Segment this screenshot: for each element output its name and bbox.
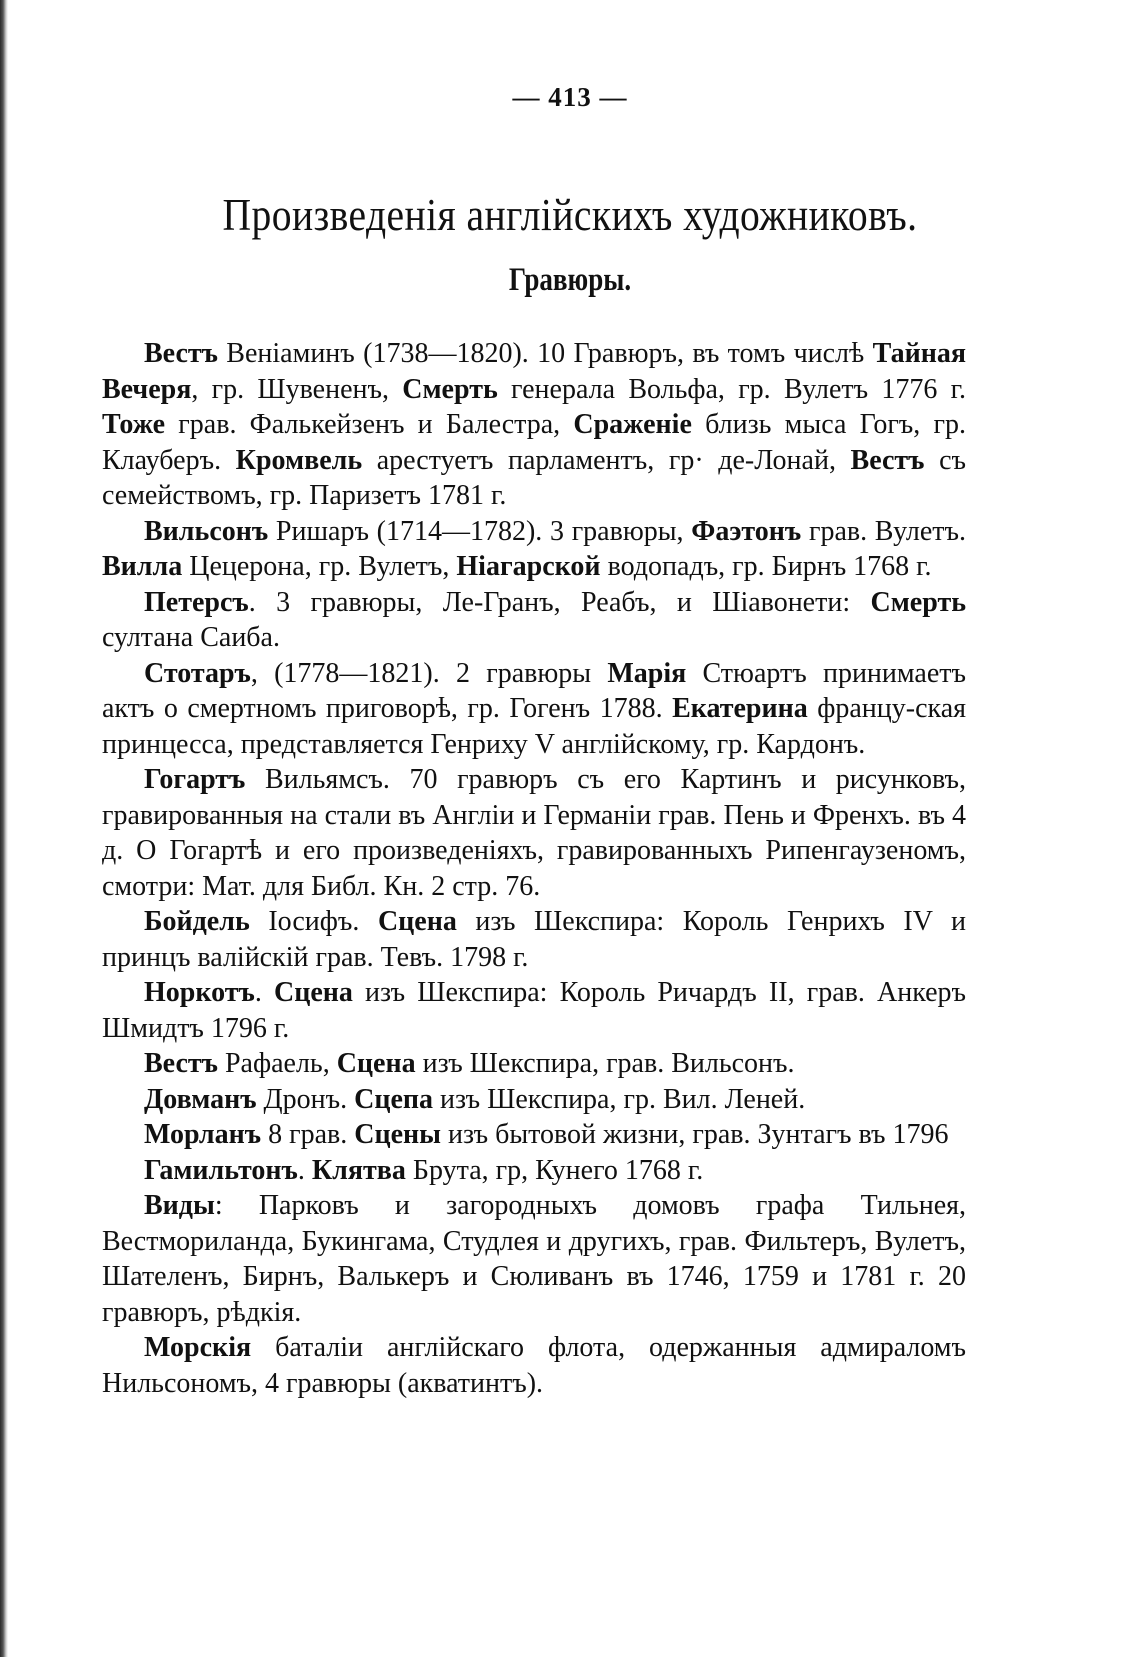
entry-text: Дронъ.	[256, 1083, 355, 1115]
artist-name: Виды	[144, 1190, 215, 1221]
entry-text: арестуетъ парламентъ, гр· де-Лонай,	[362, 444, 851, 476]
entry-text: султана Саиба.	[102, 622, 280, 653]
entry-text: : Парковъ и загородныхъ домовъ графа Тильнея, Вестмориланда, Букингама, Студлея и другихъ, грав. Фильтеръ, Вулетъ, Шателенъ, Бирнъ, Валькеръ и Сюливанъ въ 1746, 1759 и 1781 г. 20 гравюръ, рѣдкія.	[102, 1190, 966, 1328]
artist-name: Норкотъ	[144, 977, 255, 1008]
work-title: Марія	[607, 657, 687, 689]
catalogue-entry	[102, 762, 966, 904]
catalogue-entry	[102, 585, 966, 656]
artist-name: Вестъ	[144, 338, 218, 369]
catalogue-entry	[102, 1117, 966, 1153]
artist-name: Вестъ	[144, 1048, 218, 1079]
artist-name: Морскія	[144, 1332, 252, 1363]
entry-text: баталіи англійскаго флота, одержанныя адмираломъ Нильсономъ, 4 гравюры (акватинтъ).	[102, 1332, 966, 1399]
work-title: Сцена	[273, 977, 353, 1008]
entry-text: изъ Шекспира, грав. Вильсонъ.	[415, 1048, 795, 1079]
work-title: Сцена	[377, 906, 457, 937]
catalogue-entry	[102, 975, 966, 1046]
work-title: Сраженіе	[573, 409, 692, 440]
work-title: Кромвель	[235, 444, 363, 476]
entry-text: Веніаминъ (1738—1820). 10 Гравюръ, въ томъ числѣ	[217, 338, 873, 369]
work-title: Сцена	[336, 1048, 416, 1079]
entry-text: Рафаель,	[217, 1048, 337, 1079]
section-heading: Гравюры.	[508, 262, 632, 298]
catalogue-entry	[102, 514, 966, 585]
work-title: Сцены	[354, 1119, 442, 1150]
entry-text: водопадъ, гр. Бирнъ 1768 г.	[600, 551, 932, 582]
catalogue-entry	[102, 656, 966, 763]
catalogue-entry	[102, 1153, 966, 1189]
entry-text: , (1778—1821). 2 гравюры	[250, 657, 608, 689]
entry-text: Стюартъ принимаетъ актъ о смертномъ приговорѣ, гр. Гогенъ 1788.	[102, 657, 966, 724]
entry-text: 8 грав.	[261, 1119, 355, 1150]
entry-text: .	[297, 1154, 312, 1186]
artist-name: Довманъ	[144, 1083, 257, 1115]
entry-text: грав. Вулетъ.	[801, 515, 966, 547]
entry-text: Брута, гр, Кунего 1768 г.	[405, 1154, 704, 1186]
page-title: Произведенія англійскихъ художниковъ.	[222, 189, 918, 240]
artist-name: Гамильтонъ	[144, 1154, 298, 1186]
entries-list	[102, 336, 966, 1401]
entry-text: Цецерона, гр. Вулетъ,	[182, 551, 457, 582]
artist-name: Бойдель	[144, 906, 250, 937]
artist-name: Стотаръ	[144, 657, 251, 689]
entry-text: . 3 гравюры, Ле-Гранъ, Реабъ, и Шіавонети:	[248, 586, 871, 618]
catalogue-entry	[102, 1330, 966, 1401]
work-title: Смерть	[870, 586, 966, 618]
entry-text: съ семействомъ, гр. Паризетъ 1781 г.	[102, 444, 967, 511]
entry-text: изъ Шекспира: Король Генрихъ IV и принцъ валійскій грав. Тевъ. 1798 г.	[102, 906, 966, 973]
work-title: Клятва	[311, 1154, 406, 1186]
entry-text: Вильямсъ. 70 гравюръ съ его Картинъ и рисунковъ, гравированныя на стали въ Англіи и Германіи грав. Пень и Френхъ. въ 4 д. О Гогартѣ и его произведеніяхъ, гравированныхъ Рипенгаузеномъ, смотри: Мат. для Библ. Кн. 2 стр. 76.	[102, 764, 966, 902]
work-title: Смерть	[402, 373, 498, 405]
work-title: Вилла	[102, 551, 183, 582]
work-title: Сцепа	[354, 1083, 434, 1115]
artist-name: Петерсъ	[144, 586, 249, 618]
work-title: Фаэтонъ	[691, 515, 802, 547]
catalogue-entry	[102, 1188, 966, 1330]
entry-text: Іосифъ.	[249, 906, 378, 937]
entry-text: Ришаръ (1714—1782). 3 гравюры,	[268, 515, 692, 547]
entry-text: генерала Вольфа, гр. Вулетъ 1776 г.	[497, 373, 967, 405]
work-title: Тоже	[102, 409, 166, 440]
work-title: Вестъ	[850, 444, 925, 476]
entry-text: близь мыса Гогъ, гр. Клауберъ.	[102, 409, 966, 476]
entry-text: францу-ская принцесса, представляется Генриху V англійскому, гр. Кардонъ.	[102, 693, 967, 760]
catalogue-entry	[102, 1082, 966, 1118]
entry-text: грав. Фалькейзенъ и Балестра,	[165, 409, 574, 440]
work-title: Тайная Вечеря	[102, 338, 966, 405]
entry-text: изъ бытовой жизни, грав. Зунтагъ въ 1796	[441, 1119, 949, 1150]
work-title: Екатерина	[672, 693, 808, 724]
book-spine-edge	[0, 0, 8, 1657]
entry-text: изъ Шекспира: Король Ричардъ II, грав. Анкеръ Шмидтъ 1796 г.	[102, 977, 967, 1044]
artist-name: Вильсонъ	[144, 515, 269, 547]
catalogue-entry	[102, 1046, 966, 1082]
entry-text: .	[254, 977, 274, 1008]
entry-text: , гр. Шувененъ,	[191, 373, 403, 405]
page-number: — 413 —	[512, 82, 628, 112]
artist-name: Гогартъ	[144, 764, 246, 795]
work-title: Ніагарской	[456, 551, 601, 582]
catalogue-entry	[102, 904, 966, 975]
catalogue-entry	[102, 336, 966, 514]
artist-name: Морланъ	[144, 1119, 262, 1150]
entry-text: изъ Шекспира, гр. Вил. Леней.	[433, 1083, 806, 1115]
